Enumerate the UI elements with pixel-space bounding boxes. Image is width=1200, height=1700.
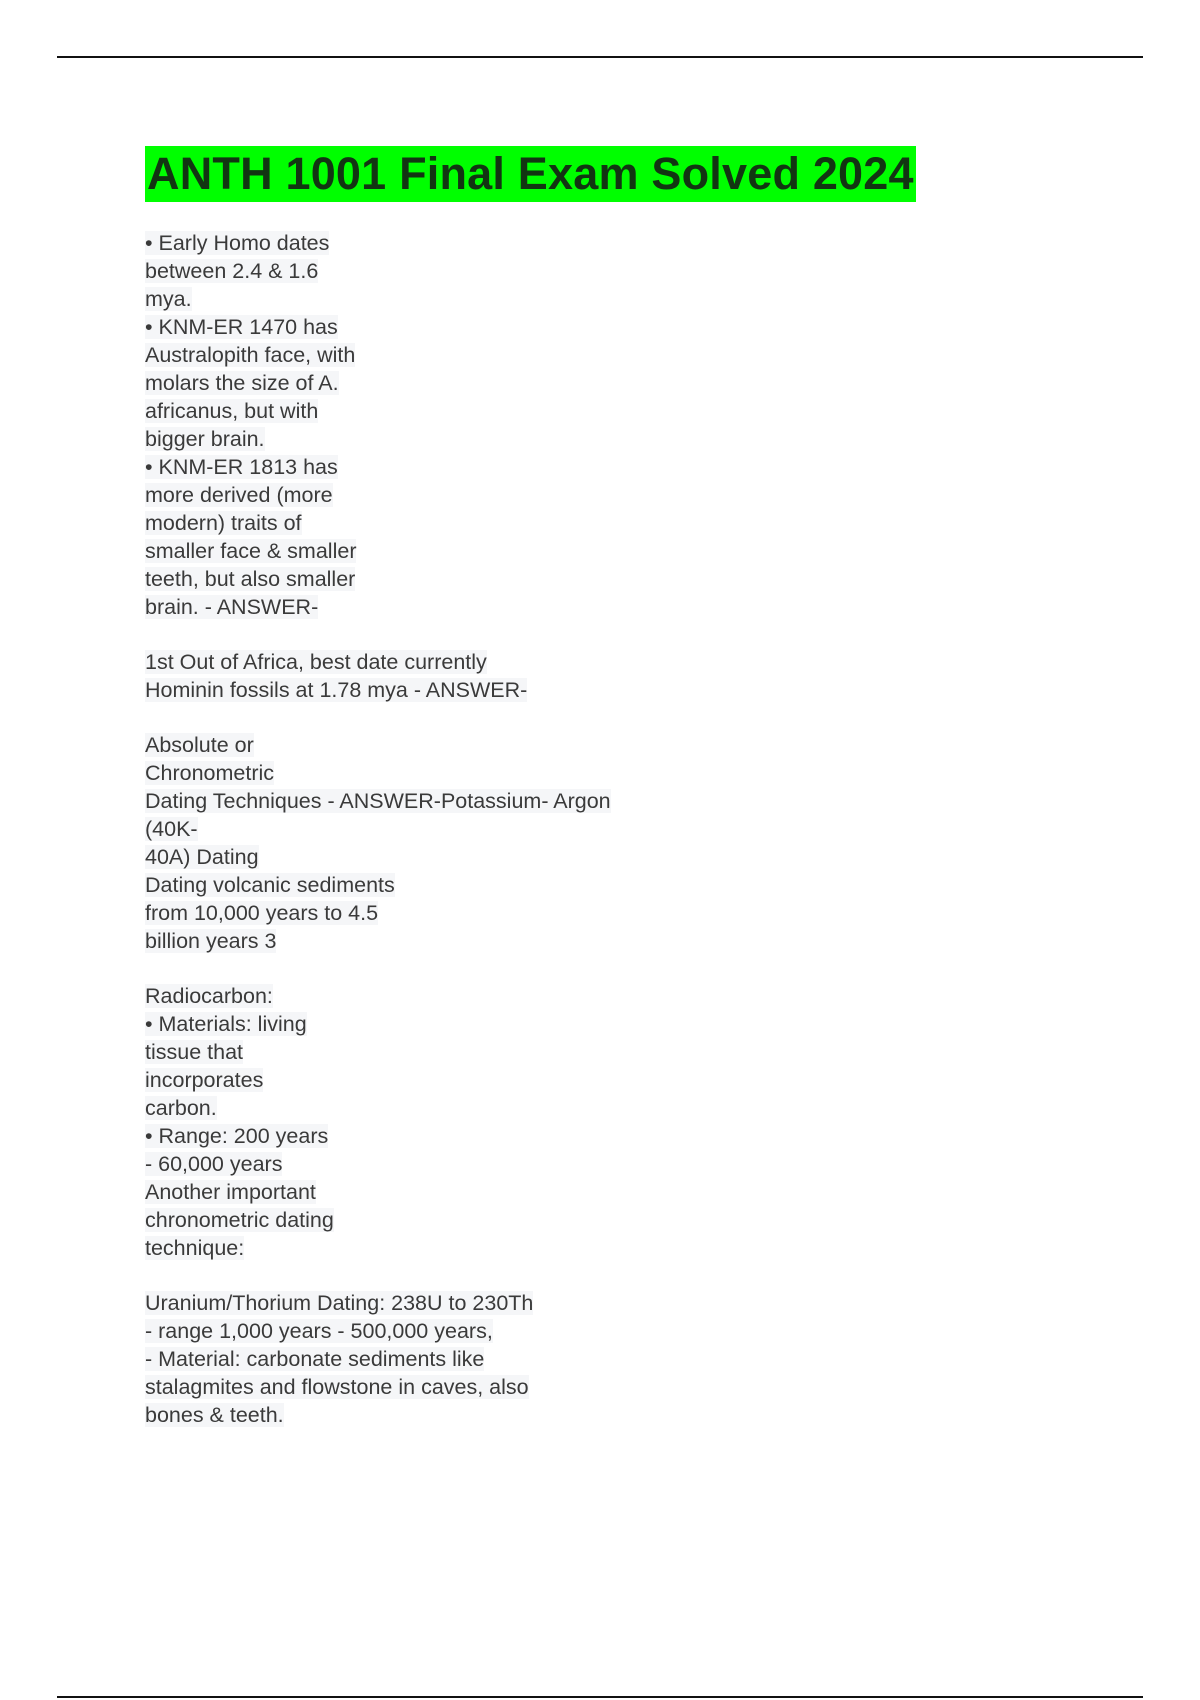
text-line-content: more derived (more — [145, 483, 333, 507]
text-line — [145, 1038, 1125, 1066]
text-line — [145, 1122, 1125, 1150]
text-line — [145, 509, 1125, 537]
text-line-content: 40A) Dating — [145, 845, 259, 869]
qa-block — [145, 982, 1125, 1262]
text-line-content: between 2.4 & 1.6 — [145, 259, 319, 283]
text-line-content: - 60,000 years — [145, 1152, 283, 1176]
qa-block — [145, 1289, 1125, 1429]
text-line — [145, 676, 1125, 704]
text-line-content: modern) traits of — [145, 511, 302, 535]
text-line-content: molars the size of A. — [145, 371, 339, 395]
text-line-content: Another important — [145, 1180, 316, 1204]
text-line-content: africanus, but with — [145, 399, 319, 423]
text-line — [145, 1289, 1125, 1317]
text-line — [145, 481, 1125, 509]
text-line-content: carbon. — [145, 1096, 217, 1120]
text-line — [145, 1094, 1125, 1122]
qa-block — [145, 229, 1125, 621]
text-line-content: • KNM-ER 1813 has — [145, 455, 338, 479]
text-line-content: billion years 3 — [145, 929, 277, 953]
text-line — [145, 1373, 1125, 1401]
text-line-content: teeth, but also smaller — [145, 567, 356, 591]
text-line-content: Dating Techniques - ANSWER-Potassium- Argon — [145, 789, 611, 813]
text-line-content: incorporates — [145, 1068, 264, 1092]
text-line-content: stalagmites and flowstone in caves, also — [145, 1375, 529, 1399]
text-line — [145, 313, 1125, 341]
text-line-content: Dating volcanic sediments — [145, 873, 395, 897]
text-line — [145, 731, 1125, 759]
text-line — [145, 1178, 1125, 1206]
text-line-content: smaller face & smaller — [145, 539, 357, 563]
text-line-content: tissue that — [145, 1040, 243, 1064]
text-line-content: (40K- — [145, 817, 198, 841]
text-line — [145, 537, 1125, 565]
document-body — [145, 146, 1125, 1456]
text-line-content: • Materials: living — [145, 1012, 307, 1036]
text-line — [145, 453, 1125, 481]
text-line-content: chronometric dating — [145, 1208, 334, 1232]
text-line-content: mya. — [145, 287, 192, 311]
text-line-content: bigger brain. — [145, 427, 265, 451]
qa-block — [145, 648, 1125, 704]
text-line-content: • Range: 200 years — [145, 1124, 329, 1148]
text-line-content: bones & teeth. — [145, 1403, 284, 1427]
text-line-content: Radiocarbon: — [145, 984, 273, 1008]
text-line — [145, 1150, 1125, 1178]
qa-block — [145, 731, 1125, 955]
text-line-content: - range 1,000 years - 500,000 years, — [145, 1319, 493, 1343]
text-line — [145, 982, 1125, 1010]
text-line-content: - Material: carbonate sediments like — [145, 1347, 485, 1371]
text-line-content: Chronometric — [145, 761, 275, 785]
text-line — [145, 759, 1125, 787]
text-line — [145, 1345, 1125, 1373]
text-line — [145, 341, 1125, 369]
text-line — [145, 787, 1125, 815]
text-line — [145, 843, 1125, 871]
text-line-content: brain. - ANSWER- — [145, 595, 319, 619]
text-line — [145, 425, 1125, 453]
text-line — [145, 565, 1125, 593]
text-line — [145, 397, 1125, 425]
text-line — [145, 871, 1125, 899]
text-line — [145, 593, 1125, 621]
text-line-content: • KNM-ER 1470 has — [145, 315, 338, 339]
text-line — [145, 899, 1125, 927]
text-line — [145, 229, 1125, 257]
text-line — [145, 1206, 1125, 1234]
text-line-content: technique: — [145, 1236, 245, 1260]
text-line-content: from 10,000 years to 4.5 — [145, 901, 379, 925]
text-line — [145, 257, 1125, 285]
text-line-content: Australopith face, with — [145, 343, 356, 367]
top-rule — [57, 56, 1143, 58]
text-line — [145, 1234, 1125, 1262]
text-line — [145, 369, 1125, 397]
text-line — [145, 1401, 1125, 1429]
text-line-content: • Early Homo dates — [145, 231, 330, 255]
text-line — [145, 927, 1125, 955]
text-line — [145, 815, 1125, 843]
text-line — [145, 648, 1125, 676]
text-line-content: Absolute or — [145, 733, 254, 757]
page-title: ANTH 1001 Final Exam Solved 2024 — [145, 146, 916, 202]
bottom-rule — [57, 1696, 1143, 1698]
text-line-content: 1st Out of Africa, best date currently — [145, 650, 487, 674]
text-line — [145, 1317, 1125, 1345]
text-line-content: Uranium/Thorium Dating: 238U to 230Th — [145, 1291, 534, 1315]
text-line-content: Hominin fossils at 1.78 mya - ANSWER- — [145, 678, 528, 702]
qa-blocks — [145, 229, 1125, 1429]
text-line — [145, 285, 1125, 313]
text-line — [145, 1066, 1125, 1094]
text-line — [145, 1010, 1125, 1038]
